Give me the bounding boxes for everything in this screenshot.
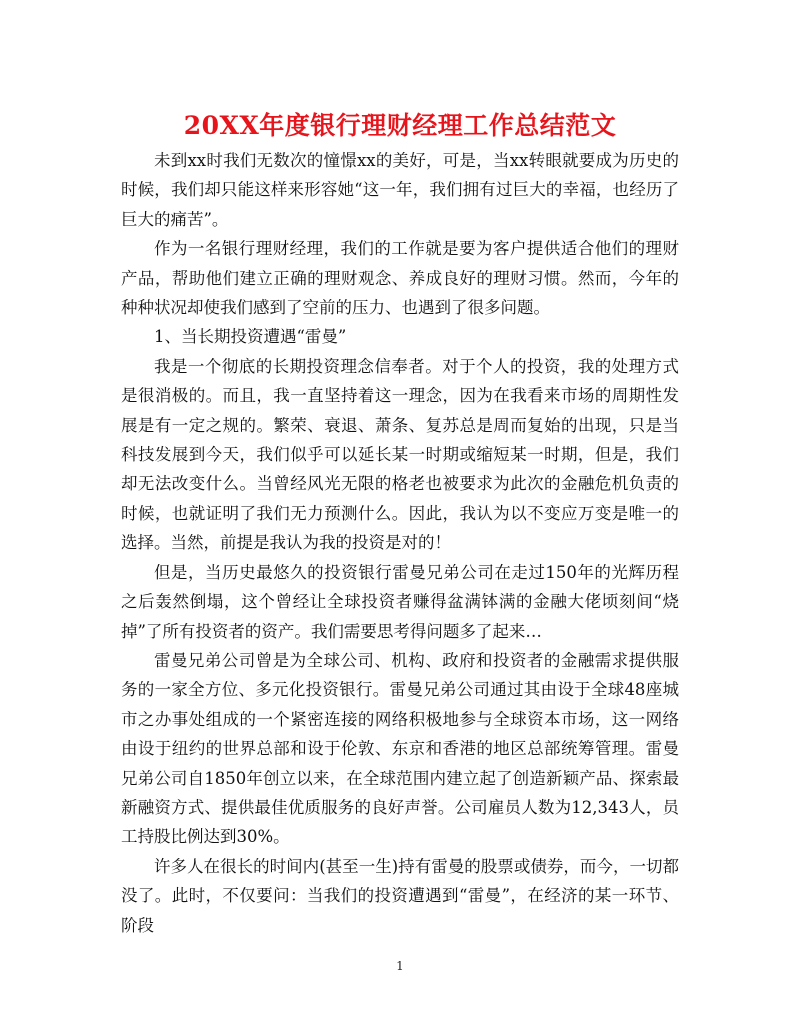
paragraph-intro: 未到xx时我们无数次的憧憬xx的美好，可是，当xx转眼就要成为历史的时候，我们却只能这样来形容她“这一年，我们拥有过巨大的幸福，也经历了巨大的痛苦”。 — [121, 151, 679, 229]
paragraph-lehman-collapse: 但是，当历史最悠久的投资银行雷曼兄弟公司在走过150年的光辉历程之后轰然倒塌，这个曾经让全球投资者赚得盆满钵满的金融大佬顷刻间“烧掉”了所有投资者的资产。我们需要思考得问题多了起来… — [121, 562, 679, 641]
paragraph-investor-loss: 许多人在很长的时间内(甚至一生)持有雷曼的股票或债券，而今，一切都没了。此时，不仅要问：当我们的投资遭遇到“雷曼”，在经济的某一环节、阶段 — [121, 856, 679, 935]
section-heading: 1、当长期投资遭遇“雷曼” — [154, 327, 347, 347]
page-number: 1 — [396, 959, 404, 973]
paragraph-long-term-investing: 我是一个彻底的长期投资理念信奉者。对于个人的投资，我的处理方式是很消极的。而且，我一直坚持着这一理念，因为在我看来市场的周期性发展是有一定之规的。繁荣、衰退、萧条、复苏总是周而复始的出现，只是当科技发展到今天，我们似乎可以延长某一时期或缩短某一时期，但是，我们却无法改变什么。当曾经风光无限的格老也被要求为此次的金融危机负责的时候，也就证明了我们无力预测什么。因此，我认为以不变应万变是唯一的选择。当然，前提是我认为我的投资是对的！ — [121, 356, 679, 553]
document-body — [121, 146, 679, 940]
document-title: 20XX年度银行理财经理工作总结范文 — [183, 111, 617, 140]
paragraph-lehman-profile: 雷曼兄弟公司曾是为全球公司、机构、政府和投资者的金融需求提供服务的一家全方位、多元化投资银行。雷曼兄弟公司通过其由设于全球48座城市之办事处组成的一个紧密连接的网络积极地参与全球资本市场，这一网络由设于纽约的世界总部和设于伦敦、东京和香港的地区总部统筹管理。雷曼兄弟公司自1850年创立以来，在全球范围内建立起了创造新颖产品、探索最新融资方式、提供最佳优质服务的良好声誉。公司雇员人数为12,343人，员工持股比例达到30%。 — [121, 650, 679, 847]
paragraph-role: 作为一名银行理财经理，我们的工作就是要为客户提供适合他们的理财产品，帮助他们建立正确的理财观念、养成良好的理财习惯。然而，今年的种种状况却使我们感到了空前的压力、也遇到了很多问题。 — [121, 239, 679, 318]
